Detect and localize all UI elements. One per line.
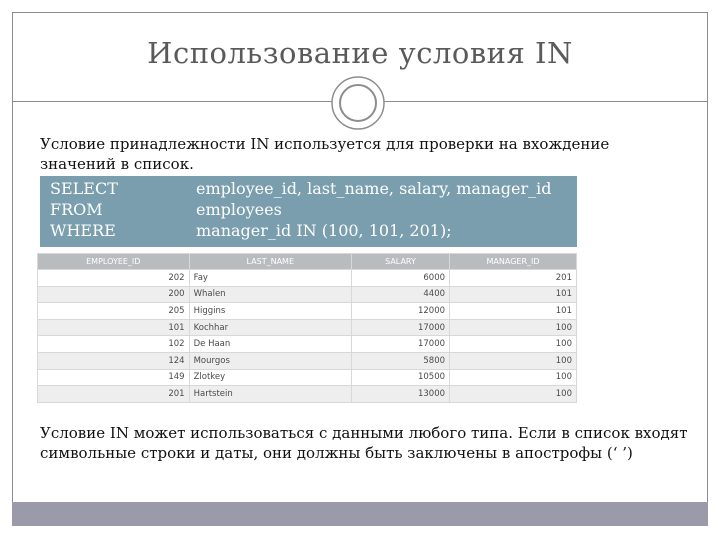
last-name-cell: Fay xyxy=(189,270,351,287)
manager-id-cell: 100 xyxy=(450,336,577,353)
manager-id-cell: 101 xyxy=(450,303,577,320)
manager-id-cell: 100 xyxy=(450,386,577,403)
salary-cell: 17000 xyxy=(351,319,449,336)
salary-cell: 12000 xyxy=(351,303,449,320)
employee-id-cell: 201 xyxy=(38,386,190,403)
sql-code-block xyxy=(40,176,577,247)
sql-keyword-from: FROM xyxy=(50,200,103,219)
salary-cell: 10500 xyxy=(351,369,449,386)
salary-cell: 6000 xyxy=(351,270,449,287)
sql-from-table: employees xyxy=(196,200,282,219)
table-row xyxy=(38,386,577,403)
last-name-cell: Kochhar xyxy=(189,319,351,336)
footer-bar xyxy=(12,502,708,526)
note-text: Условие IN может использоваться с данными любого типа. Если в список входят символьные строки и даты, они должны быть заключены в апострофы (‘ ’) xyxy=(40,424,688,462)
sql-where-condition: manager_id IN (100, 101, 201); xyxy=(196,221,452,240)
intro-text: Условие принадлежности IN используется для проверки на вхождение значений в список. xyxy=(40,135,610,173)
table-row xyxy=(38,303,577,320)
last-name-cell: De Haan xyxy=(189,336,351,353)
employee-id-cell: 124 xyxy=(38,352,190,369)
manager-id-cell: 100 xyxy=(450,319,577,336)
sql-keyword-select: SELECT xyxy=(50,179,118,198)
last-name-cell: Zlotkey xyxy=(189,369,351,386)
column-header-employee-id: EMPLOYEE_ID xyxy=(38,254,190,270)
slide-title: Использование условия IN xyxy=(147,36,573,70)
employee-id-cell: 202 xyxy=(38,270,190,287)
last-name-cell: Higgins xyxy=(189,303,351,320)
sql-keyword-where: WHERE xyxy=(50,221,116,240)
table-row xyxy=(38,270,577,287)
table-header-row xyxy=(38,254,577,270)
column-header-salary: SALARY xyxy=(351,254,449,270)
table-row xyxy=(38,352,577,369)
table-row xyxy=(38,286,577,303)
employee-id-cell: 149 xyxy=(38,369,190,386)
employee-id-cell: 200 xyxy=(38,286,190,303)
column-header-last-name: LAST_NAME xyxy=(189,254,351,270)
employee-id-cell: 205 xyxy=(38,303,190,320)
manager-id-cell: 100 xyxy=(450,352,577,369)
manager-id-cell: 101 xyxy=(450,286,577,303)
last-name-cell: Hartstein xyxy=(189,386,351,403)
manager-id-cell: 100 xyxy=(450,369,577,386)
column-header-manager-id: MANAGER_ID xyxy=(450,254,577,270)
employee-id-cell: 101 xyxy=(38,319,190,336)
ring-ornament-icon xyxy=(330,75,386,131)
table-row xyxy=(38,336,577,353)
table-row xyxy=(38,319,577,336)
result-table xyxy=(37,253,577,403)
salary-cell: 5800 xyxy=(351,352,449,369)
salary-cell: 13000 xyxy=(351,386,449,403)
last-name-cell: Mourgos xyxy=(189,352,351,369)
salary-cell: 4400 xyxy=(351,286,449,303)
salary-cell: 17000 xyxy=(351,336,449,353)
sql-select-columns: employee_id, last_name, salary, manager_id xyxy=(196,179,552,198)
table-row xyxy=(38,369,577,386)
last-name-cell: Whalen xyxy=(189,286,351,303)
employee-id-cell: 102 xyxy=(38,336,190,353)
manager-id-cell: 201 xyxy=(450,270,577,287)
